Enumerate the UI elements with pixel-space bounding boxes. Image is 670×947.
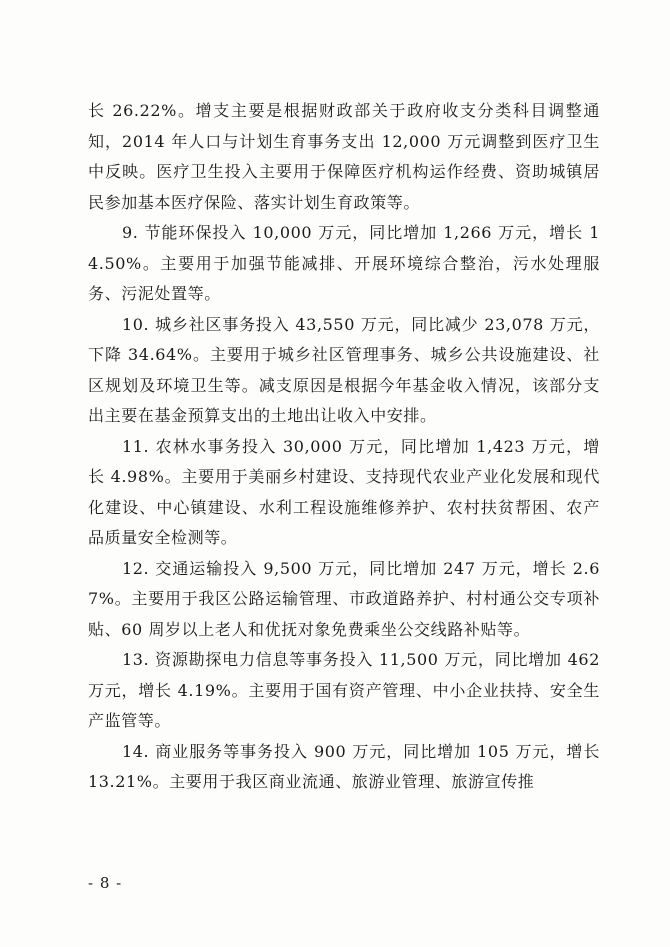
paragraph-item-10: 10. 城乡社区事务投入 43,550 万元，同比减少 23,078 万元，下降 34.64%。主要用于城乡社区管理事务、城乡公共设施建设、社区规划及环境卫生等。减支原因是根据今年基金收入情况，该部分支出主要在基金预算支出的土地出让收入中安排。 [88, 314, 600, 425]
paragraph-item-14: 14. 商业服务等事务投入 900 万元，同比增加 105 万元，增长 13.21%。主要用于我区商业流通、旅游业管理、旅游宣传推 [88, 741, 600, 791]
page-number: - 8 - [88, 874, 123, 892]
paragraph-item-13: 13. 资源勘探电力信息等事务投入 11,500 万元，同比增加 462 万元，增长 4.19%。主要用于国有资产管理、中小企业扶持、安全生产监管等。 [88, 650, 600, 730]
paragraph-continued: 长 26.22%。增支主要是根据财政部关于政府收支分类科目调整通知，2014 年人口与计划生育事务支出 12,000 万元调整到医疗卫生中反映。医疗卫生投入主要用于保障医疗机构运作经费、资助城镇居民参加基本医疗保险、落实计划生育政策等。 [88, 101, 600, 212]
document-body [88, 96, 600, 798]
paragraph-item-12: 12. 交通运输投入 9,500 万元，同比增加 247 万元，增长 2.67%。主要用于我区公路运输管理、市政道路养护、村村通公交专项补贴、60 周岁以上老人和优抚对象免费乘坐公交线路补贴等。 [88, 558, 600, 639]
paragraph-item-9: 9. 节能环保投入 10,000 万元，同比增加 1,266 万元，增长 14.50%。主要用于加强节能减排、开展环境综合整治，污水处理服务、污泥处置等。 [88, 223, 600, 303]
paragraph-item-11: 11. 农林水事务投入 30,000 万元，同比增加 1,423 万元，增长 4.98%。主要用于美丽乡村建设、支持现代农业产业化发展和现代化建设、中心镇建设、水利工程设施维修养护、农村扶贫帮困、农产品质量安全检测等。 [88, 436, 600, 547]
